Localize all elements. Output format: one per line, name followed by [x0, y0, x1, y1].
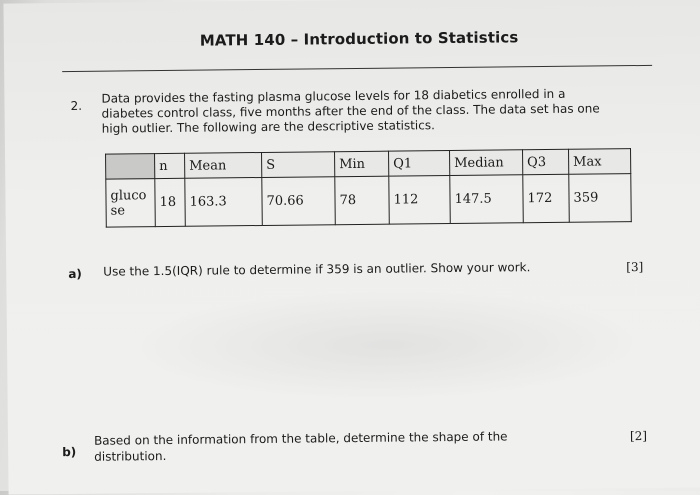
cell-q3: 172	[523, 174, 570, 222]
question-number: 2.	[70, 98, 83, 113]
table-row	[106, 174, 631, 227]
table-header-cell: n	[155, 153, 185, 178]
cell-min: 78	[335, 176, 389, 225]
part-b-text: Based on the information from the table, determine the shape of the distribution.	[93, 429, 508, 464]
cell-s: 70.66	[262, 177, 335, 226]
table-header-cell: Min	[335, 151, 389, 177]
part-b-marks: [2]	[629, 428, 648, 444]
cell-mean: 163.3	[185, 177, 262, 226]
part-a-label: a)	[68, 266, 82, 282]
part-a-marks: [3]	[626, 259, 644, 275]
table-header-cell: Q1	[389, 151, 450, 177]
show-through-smudge	[136, 287, 637, 402]
page-title: MATH 140 – Introduction to Statistics	[199, 28, 519, 50]
descriptive-statistics-table	[105, 148, 632, 228]
table-header-cell	[106, 154, 155, 180]
table-header-cell: Median	[450, 150, 523, 176]
table-header-cell: Q3	[523, 149, 569, 174]
cell-max: 359	[569, 174, 631, 223]
cell-q1: 112	[389, 176, 450, 225]
table-header-cell: S	[262, 152, 335, 178]
part-b-label: b)	[62, 444, 77, 460]
cell-n: 18	[155, 178, 186, 226]
table-header-cell: Mean	[185, 152, 262, 178]
part-a-text: Use the 1.5(IQR) rule to determine if 359 is an outlier. Show your work.	[103, 260, 531, 279]
row-label: gluco se	[106, 179, 155, 228]
title-divider	[62, 65, 652, 72]
exam-page	[3, 0, 700, 495]
question-text: Data provides the fasting plasma glucose levels for 18 diabetics enrolled in a diabetes control class, five months after the end of the class. The data set has one high outlier. The following are the descriptive statistics.	[101, 86, 600, 136]
table-header-cell: Max	[569, 149, 631, 175]
cell-median: 147.5	[450, 175, 523, 224]
